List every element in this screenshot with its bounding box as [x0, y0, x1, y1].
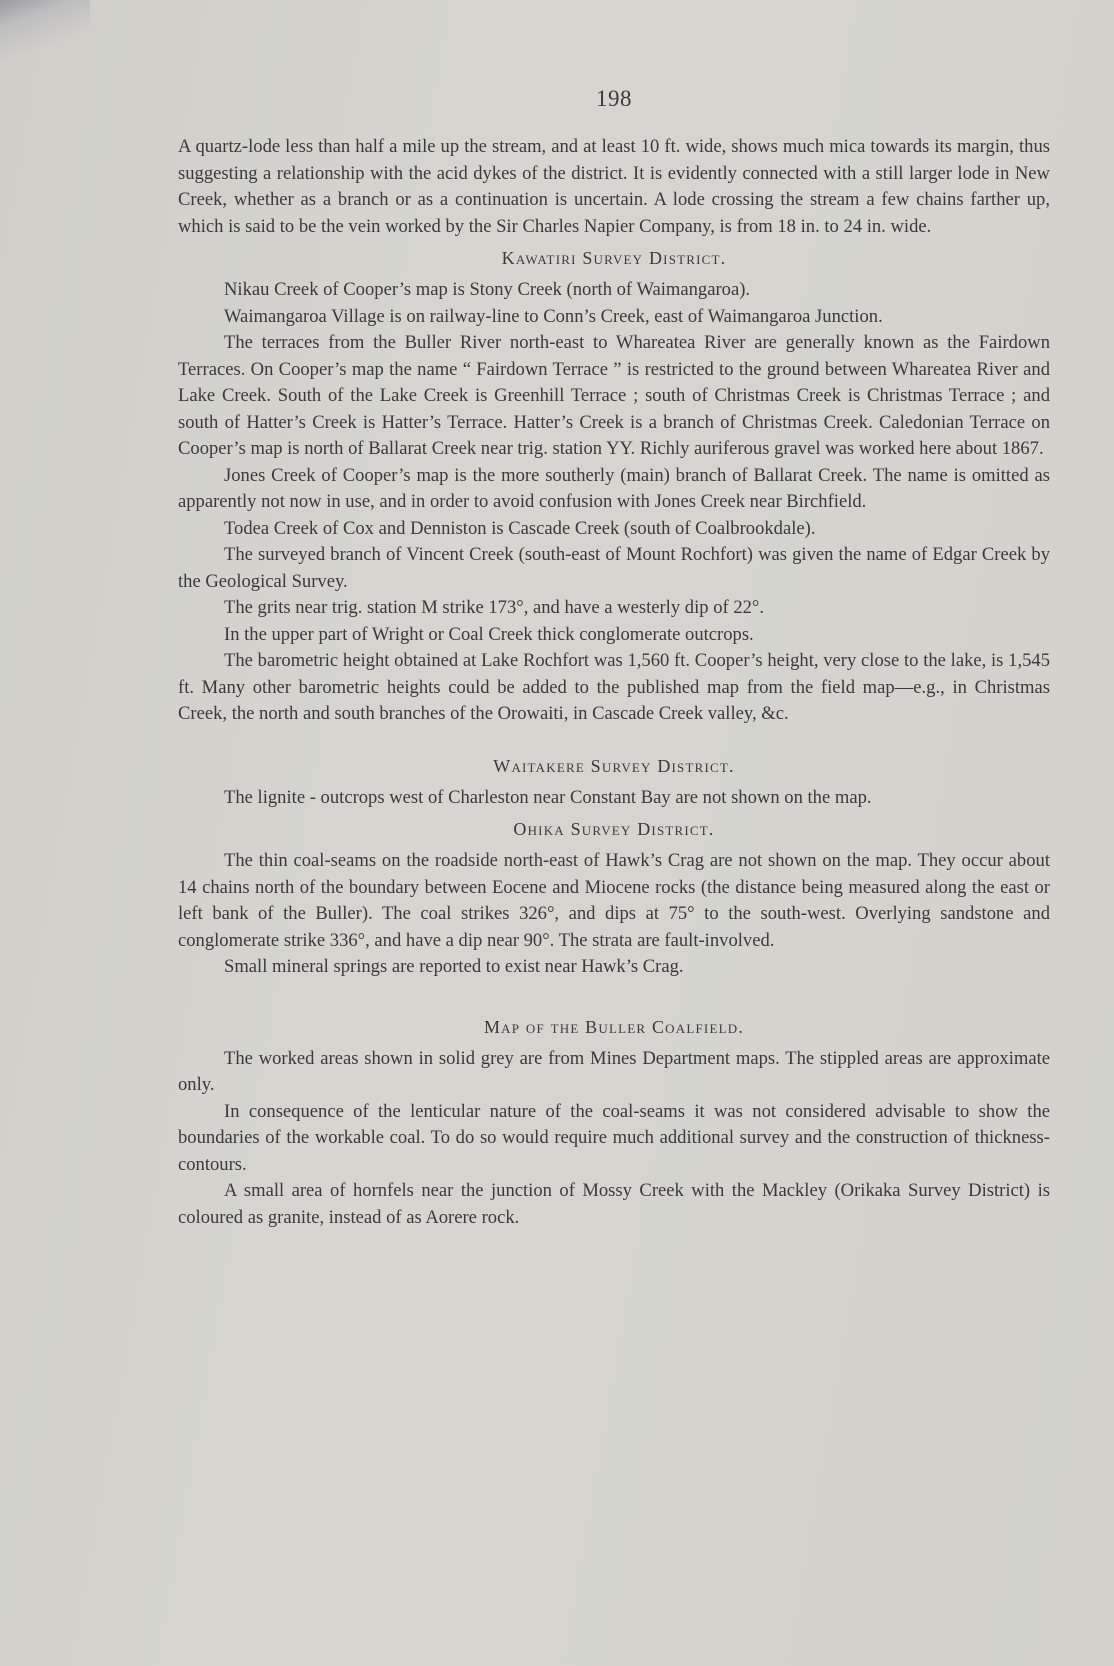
paragraph: In consequence of the lenticular nature of the coal-seams it was not considered advisable to show the boundaries of the workable coal. To do so would require much additional survey and the construction of thickness-contours. — [178, 1100, 1050, 1175]
paragraph: A small area of hornfels near the junction of Mossy Creek with the Mackley (Orikaka Survey District) is coloured as granite, instead of as Aorere rock. — [178, 1180, 1050, 1228]
paragraph: Todea Creek of Cox and Denniston is Cascade Creek (south of Coalbrookdale). — [224, 517, 816, 539]
section-heading-kawatiri: Kawatiri Survey District. — [501, 248, 727, 268]
paragraph: The thin coal-seams on the roadside north-east of Hawk’s Crag are not shown on the map. They occur about 14 chains north of the boundary between Eocene and Miocene rocks (the distance being measured along the east or left bank of the Buller). The coal strikes 326°, and dips at 75° to the south-west. Overlying sandstone and conglomerate strike 336°, and have a dip near 90°. The strata are fault-involved. — [178, 850, 1050, 951]
paragraph: The barometric height obtained at Lake Rochfort was 1,560 ft. Cooper’s height, very close to the lake, is 1,545 ft. Many other barometric heights could be added to the published map from the field map—e.g., in Christmas Creek, the north and south branches of the Orowaiti, in Cascade Creek valley, &c. — [178, 650, 1050, 724]
paragraph: Nikau Creek of Cooper’s map is Stony Creek (north of Waimangaroa). — [224, 279, 751, 300]
page-corner-shadow — [0, 0, 90, 60]
intro-paragraph: A quartz-lode less than half a mile up the stream, and at least 10 ft. wide, shows much mica towards its margin, thus suggesting a relationship with the acid dykes of the district. It is evidently connected with a still larger lode in New Creek, whether as a branch or as a continuation is uncertain. A lode crossing the stream a few chains farther up, which is said to be the vein worked by the Sir Charles Napier Company, is from 18 in. to 24 in. wide. — [178, 136, 1050, 237]
paragraph: The worked areas shown in solid grey are from Mines Department maps. The stippled areas are approximate only. — [178, 1047, 1050, 1095]
paragraph: Jones Creek of Cooper’s map is the more southerly (main) branch of Ballarat Creek. The name is omitted as apparently not now in use, and in order to avoid confusion with Jones Creek near Birchfield. — [178, 464, 1050, 512]
book-page — [178, 80, 1050, 1231]
section-heading-buller-coalfield-map: Map of the Buller Coalfield. — [483, 1016, 745, 1037]
section-heading-ohika: Ohika Survey District. — [513, 819, 715, 839]
paragraph: Waimangaroa Village is on railway-line to Conn’s Creek, east of Waimangaroa Junction. — [224, 305, 883, 327]
page-number: 198 — [596, 86, 632, 111]
paragraph: The lignite - outcrops west of Charleston near Constant Bay are not shown on the map. — [224, 786, 872, 808]
paragraph: The grits near trig. station M strike 173°, and have a westerly dip of 22°. — [224, 597, 765, 618]
section-heading-waitakere: Waitakere Survey District. — [493, 755, 735, 776]
paragraph: In the upper part of Wright or Coal Creek thick conglomerate outcrops. — [224, 623, 754, 645]
paragraph: Small mineral springs are reported to exist near Hawk’s Crag. — [224, 956, 684, 977]
paragraph: The surveyed branch of Vincent Creek (south-east of Mount Rochfort) was given the name of Edgar Creek by the Geological Survey. — [178, 544, 1050, 592]
paragraph: The terraces from the Buller River north-east to Whareatea River are generally known as the Fairdown Terraces. On Cooper’s map the name “ Fairdown Terrace ” is restricted to the ground between Whareatea River and Lake Creek. South of the Lake Creek is Greenhill Terrace ; south of Christmas Creek is Christmas Terrace ; and south of Hatter’s Creek is Hatter’s Terrace. Hatter’s Creek is a branch of Christmas Creek. Caledonian Terrace on Cooper’s map is north of Ballarat Creek near trig. station YY. Richly auriferous gravel was worked here about 1867. — [178, 332, 1050, 459]
